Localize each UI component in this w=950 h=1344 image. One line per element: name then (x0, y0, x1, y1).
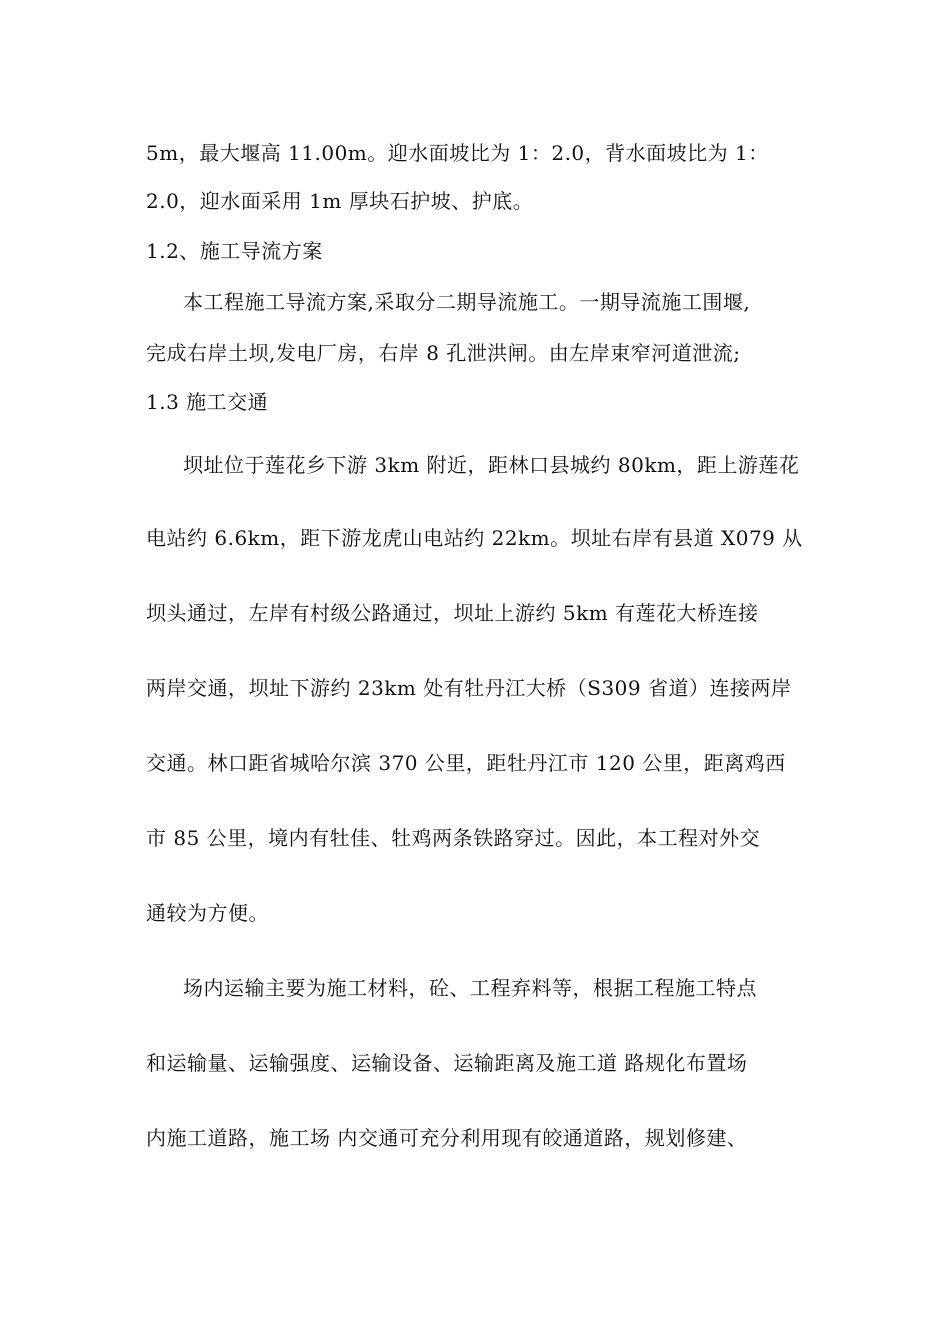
text-line: 本工程施工导流方案,采取分二期导流施工。一期导流施工围堰, (183, 290, 751, 314)
text-line: 坝址位于莲花乡下游 3km 附近，距林口县城约 80km，距上游莲花 (183, 453, 800, 477)
text-line: 场内运输主要为施工材料，砼、工程弃料等，根据工程施工特点 (183, 976, 757, 1000)
section-heading: 1.2、施工导流方案 (146, 239, 323, 263)
text-line: 5m，最大堰高 11.00m。迎水面坡比为 1：2.0，背水面坡比为 1： (146, 141, 769, 165)
text-line: 内施工道路，施工场 内交通可充分利用现有皎通道路，规划修建、 (146, 1126, 748, 1150)
text-line: 完成右岸土坝,发电厂房，右岸 8 孔泄洪闸。由左岸束窄河道泄流; (146, 341, 741, 365)
text-line: 2.0，迎水面采用 1m 厚块石护坡、护底。 (146, 189, 534, 213)
text-line: 市 85 公里，境内有牡佳、牡鸡两条铁路穿过。因此，本工程对外交 (146, 826, 761, 850)
text-line: 电站约 6.6km，距下游龙虎山电站约 22km。坝址右岸有县道 X079 从 (146, 526, 803, 550)
text-line: 和运输量、运输强度、运输设备、运输距离及施工道 路规化布置场 (146, 1051, 748, 1075)
text-line: 两岸交通，坝址下游约 23km 处有牡丹江大桥（S309 省道）连接两岸 (146, 676, 792, 700)
text-line: 通较为方便。 (146, 901, 269, 925)
text-line: 坝头通过，左岸有村级公路通过，坝址上游约 5km 有莲花大桥连接 (146, 601, 759, 625)
text-line: 交通。林口距省城哈尔滨 370 公里，距牡丹江市 120 公里，距离鸡西 (146, 751, 786, 775)
section-heading: 1.3 施工交通 (146, 390, 269, 414)
